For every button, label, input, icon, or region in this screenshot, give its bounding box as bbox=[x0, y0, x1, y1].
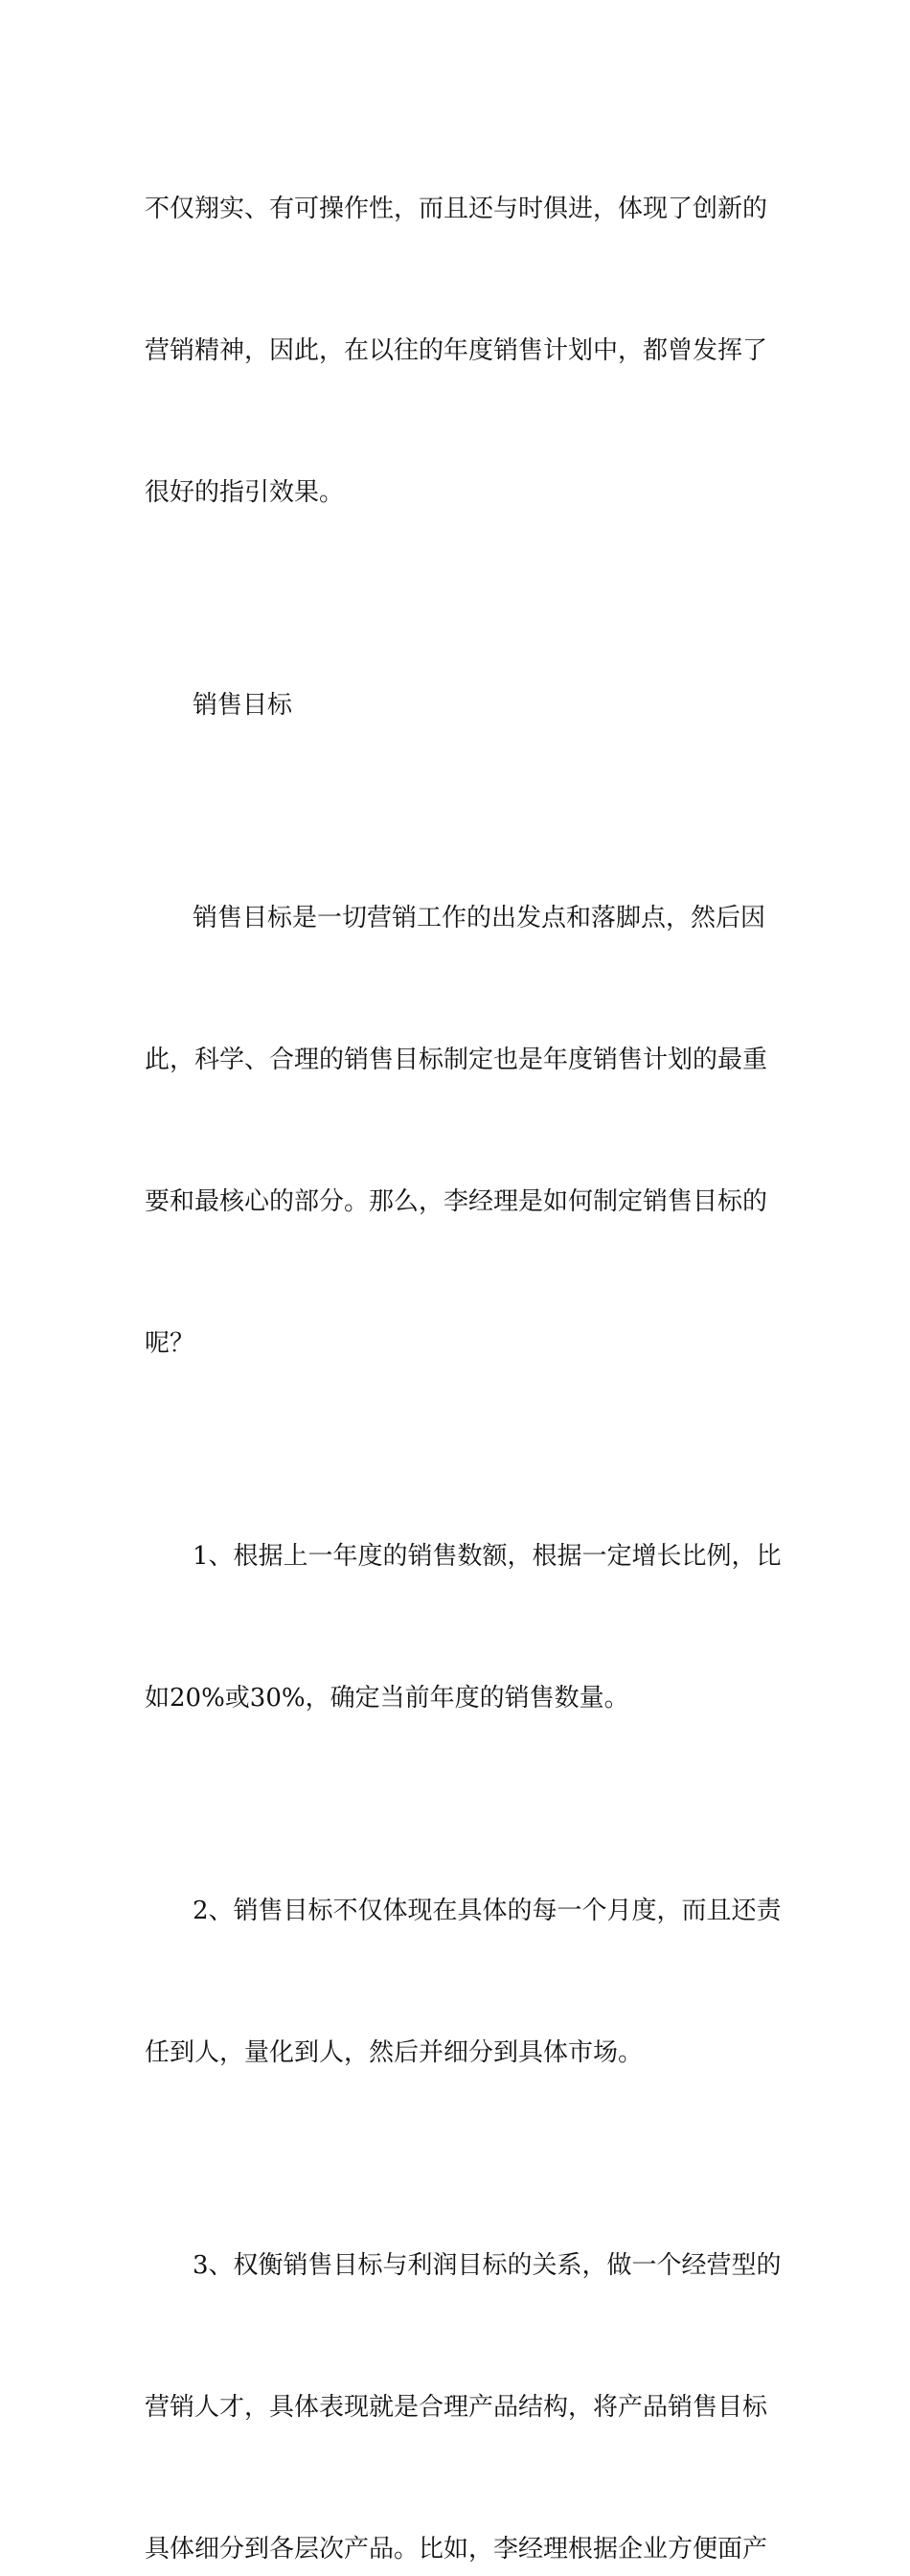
text-line: 1、根据上一年度的销售数额，根据一定增长比例，比 bbox=[193, 1542, 782, 1571]
text-line: 营销人才，具体表现就是合理产品结构，将产品销售目标 bbox=[145, 2393, 768, 2422]
section-heading bbox=[145, 617, 777, 794]
text-line: 如20%或30%，确定当前年度的销售数量。 bbox=[145, 1684, 629, 1713]
list-item-1 bbox=[145, 1468, 782, 1787]
text-line: 不仅翔实、有可操作性，而且还与时俱进，体现了创新的 bbox=[145, 195, 768, 223]
paragraph-continuation bbox=[145, 121, 777, 582]
list-item-2 bbox=[145, 1823, 782, 2142]
text-line: 销售目标是一切营销工作的出发点和落脚点，然后因 bbox=[193, 904, 766, 932]
text-line: 要和最核心的部分。那么，李经理是如何制定销售目标的 bbox=[145, 1187, 768, 1216]
text-line: 2、销售目标不仅体现在具体的每一个月度，而且还责 bbox=[193, 1897, 782, 1925]
document-body bbox=[145, 121, 782, 2576]
text-line: 3、权衡销售目标与利润目标的关系，做一个经营型的 bbox=[193, 2251, 782, 2280]
text-line: 此，科学、合理的销售目标制定也是年度销售计划的最重 bbox=[145, 1046, 768, 1074]
paragraph-sales-target bbox=[145, 830, 777, 1433]
text-line: 呢？ bbox=[145, 1329, 195, 1358]
text-line: 任到人，量化到人，然后并细分到具体市场。 bbox=[145, 2038, 644, 2067]
list-item-3 bbox=[145, 2177, 782, 2576]
heading-text: 销售目标 bbox=[193, 691, 293, 720]
text-line: 具体细分到各层次产品。比如，李经理根据企业方便面产 bbox=[145, 2535, 768, 2564]
text-line: 很好的指引效果。 bbox=[145, 478, 345, 507]
text-line: 营销精神，因此，在以往的年度销售计划中，都曾发挥了 bbox=[145, 336, 768, 365]
